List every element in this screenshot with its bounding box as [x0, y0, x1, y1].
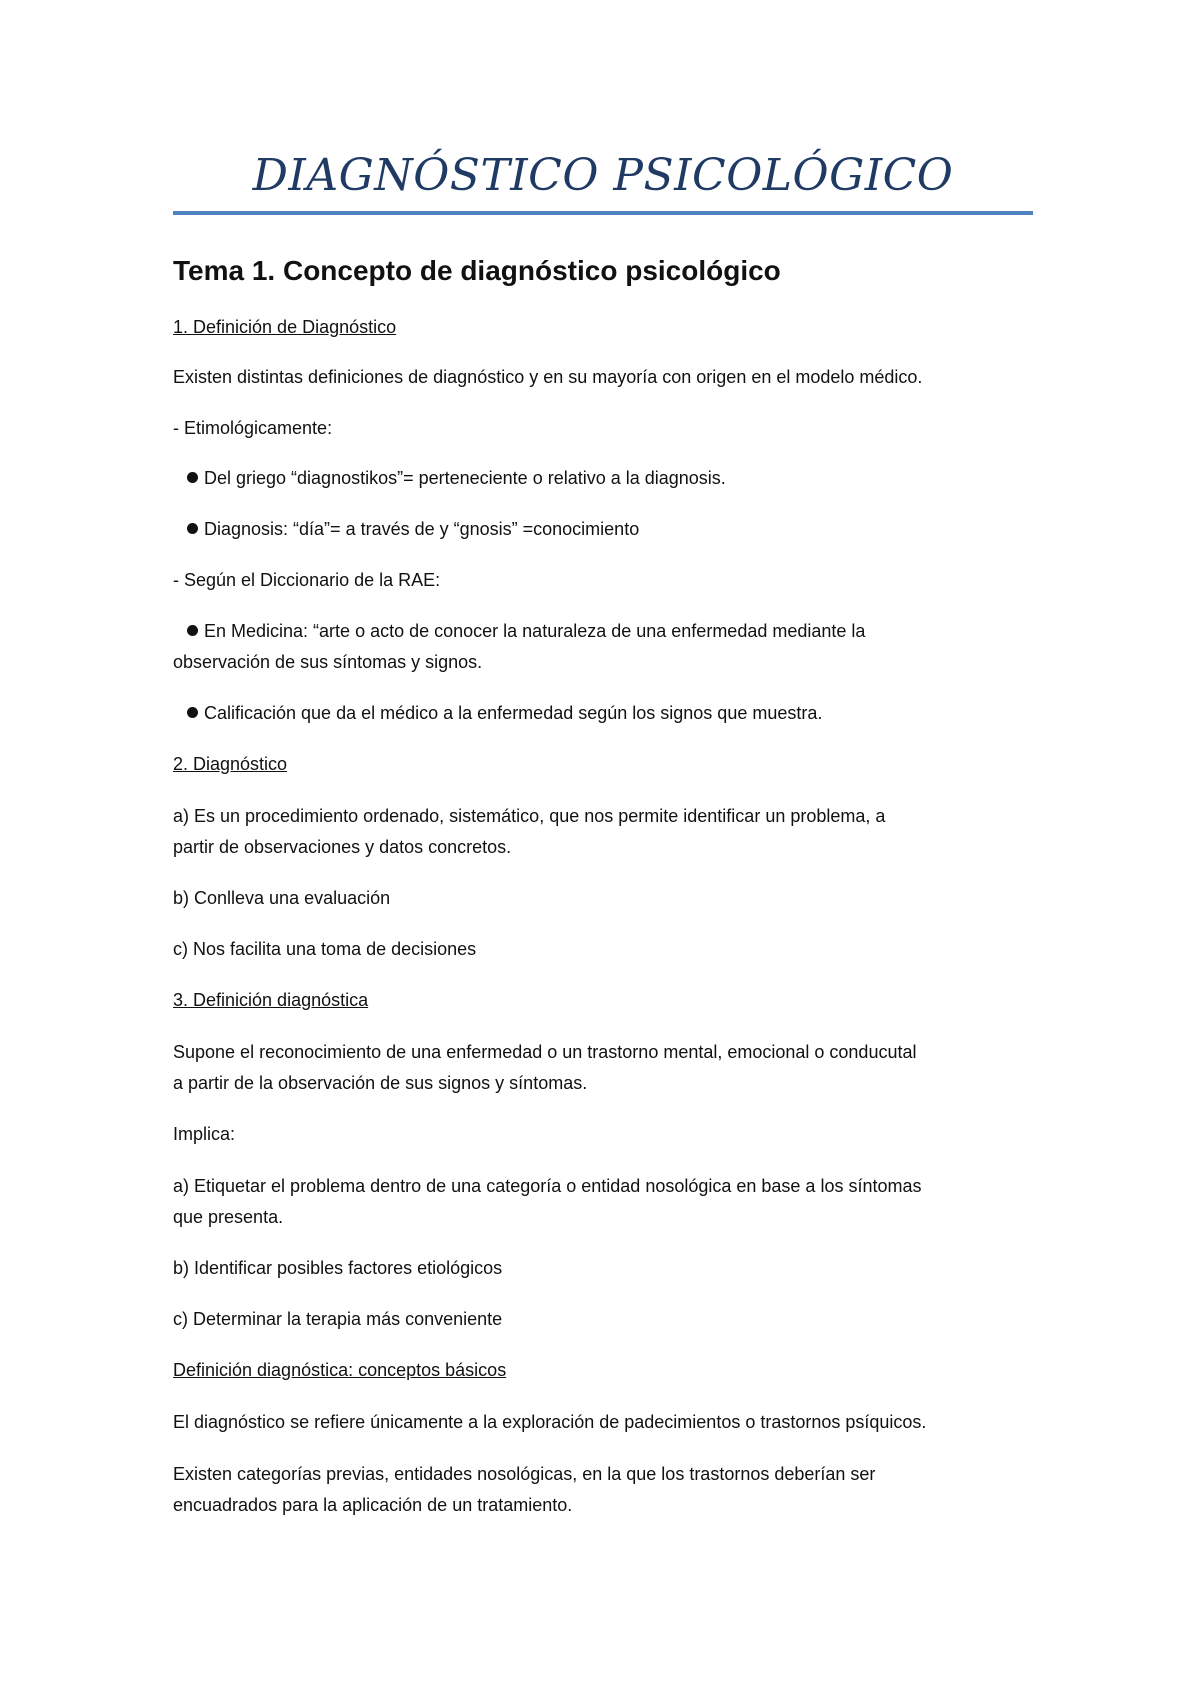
section-3-para-line-2: a partir de la observación de sus signos y síntomas. [173, 1073, 588, 1093]
rae-bullet-1-continuation: observación de sus síntomas y signos. [173, 652, 483, 672]
bullet-icon [187, 625, 198, 636]
section-1-title: 1. Definición de Diagnóstico [173, 317, 397, 337]
rae-bullet-2 [187, 698, 822, 729]
section-2-item-a-continuation: partir de observaciones y datos concretos. [173, 837, 512, 857]
section-2-title: 2. Diagnóstico [173, 754, 288, 774]
section-3-para-line-1: Supone el reconocimiento de una enfermedad o un trastorno mental, emocional o conducutal [173, 1042, 917, 1062]
document-title: DIAGNÓSTICO PSICOLÓGICO [252, 150, 954, 201]
section-3-item-c: c) Determinar la terapia más conveniente [173, 1309, 503, 1329]
section-4-para-1: El diagnóstico se refiere únicamente a la exploración de padecimientos o trastornos psíquicos. [173, 1412, 927, 1432]
topic-heading: Tema 1. Concepto de diagnóstico psicológico [173, 255, 781, 286]
section-4-para-2-line-1: Existen categorías previas, entidades nosológicas, en la que los trastornos deberían ser [173, 1464, 876, 1484]
section-4-para-2-line-2: encuadrados para la aplicación de un tratamiento. [173, 1495, 573, 1515]
rae-label: - Según el Diccionario de la RAE: [173, 570, 441, 590]
section-3-item-a: a) Etiquetar el problema dentro de una categoría o entidad nosológica en base a los síntomas [173, 1176, 922, 1196]
section-3-item-a-continuation: que presenta. [173, 1207, 284, 1227]
section-3-implica: Implica: [173, 1124, 236, 1144]
bullet-text: Calificación que da el médico a la enfermedad según los signos que muestra. [204, 703, 823, 723]
bullet-icon [187, 707, 198, 718]
section-3-item-b: b) Identificar posibles factores etiológicos [173, 1258, 503, 1278]
section-1-intro: Existen distintas definiciones de diagnóstico y en su mayoría con origen en el modelo médico. [173, 367, 923, 387]
section-2-item-a: a) Es un procedimiento ordenado, sistemático, que nos permite identificar un problema, a [173, 806, 886, 826]
etymology-bullet-2 [187, 514, 639, 545]
bullet-text: Del griego “diagnostikos”= perteneciente o relativo a la diagnosis. [204, 468, 726, 488]
section-2-item-b: b) Conlleva una evaluación [173, 888, 391, 908]
section-2-item-c: c) Nos facilita una toma de decisiones [173, 939, 477, 959]
etymology-bullet-1 [187, 463, 726, 494]
bullet-text: Diagnosis: “día”= a través de y “gnosis” =conocimiento [204, 519, 640, 539]
section-3-title: 3. Definición diagnóstica [173, 990, 369, 1010]
bullet-text: En Medicina: “arte o acto de conocer la naturaleza de una enfermedad mediante la [204, 621, 866, 641]
etymology-label: - Etimológicamente: [173, 418, 333, 438]
section-4-title: Definición diagnóstica: conceptos básicos [173, 1360, 507, 1380]
title-underline-rule [173, 211, 1033, 215]
bullet-icon [187, 472, 198, 483]
bullet-icon [187, 523, 198, 534]
rae-bullet-1 [187, 616, 865, 647]
